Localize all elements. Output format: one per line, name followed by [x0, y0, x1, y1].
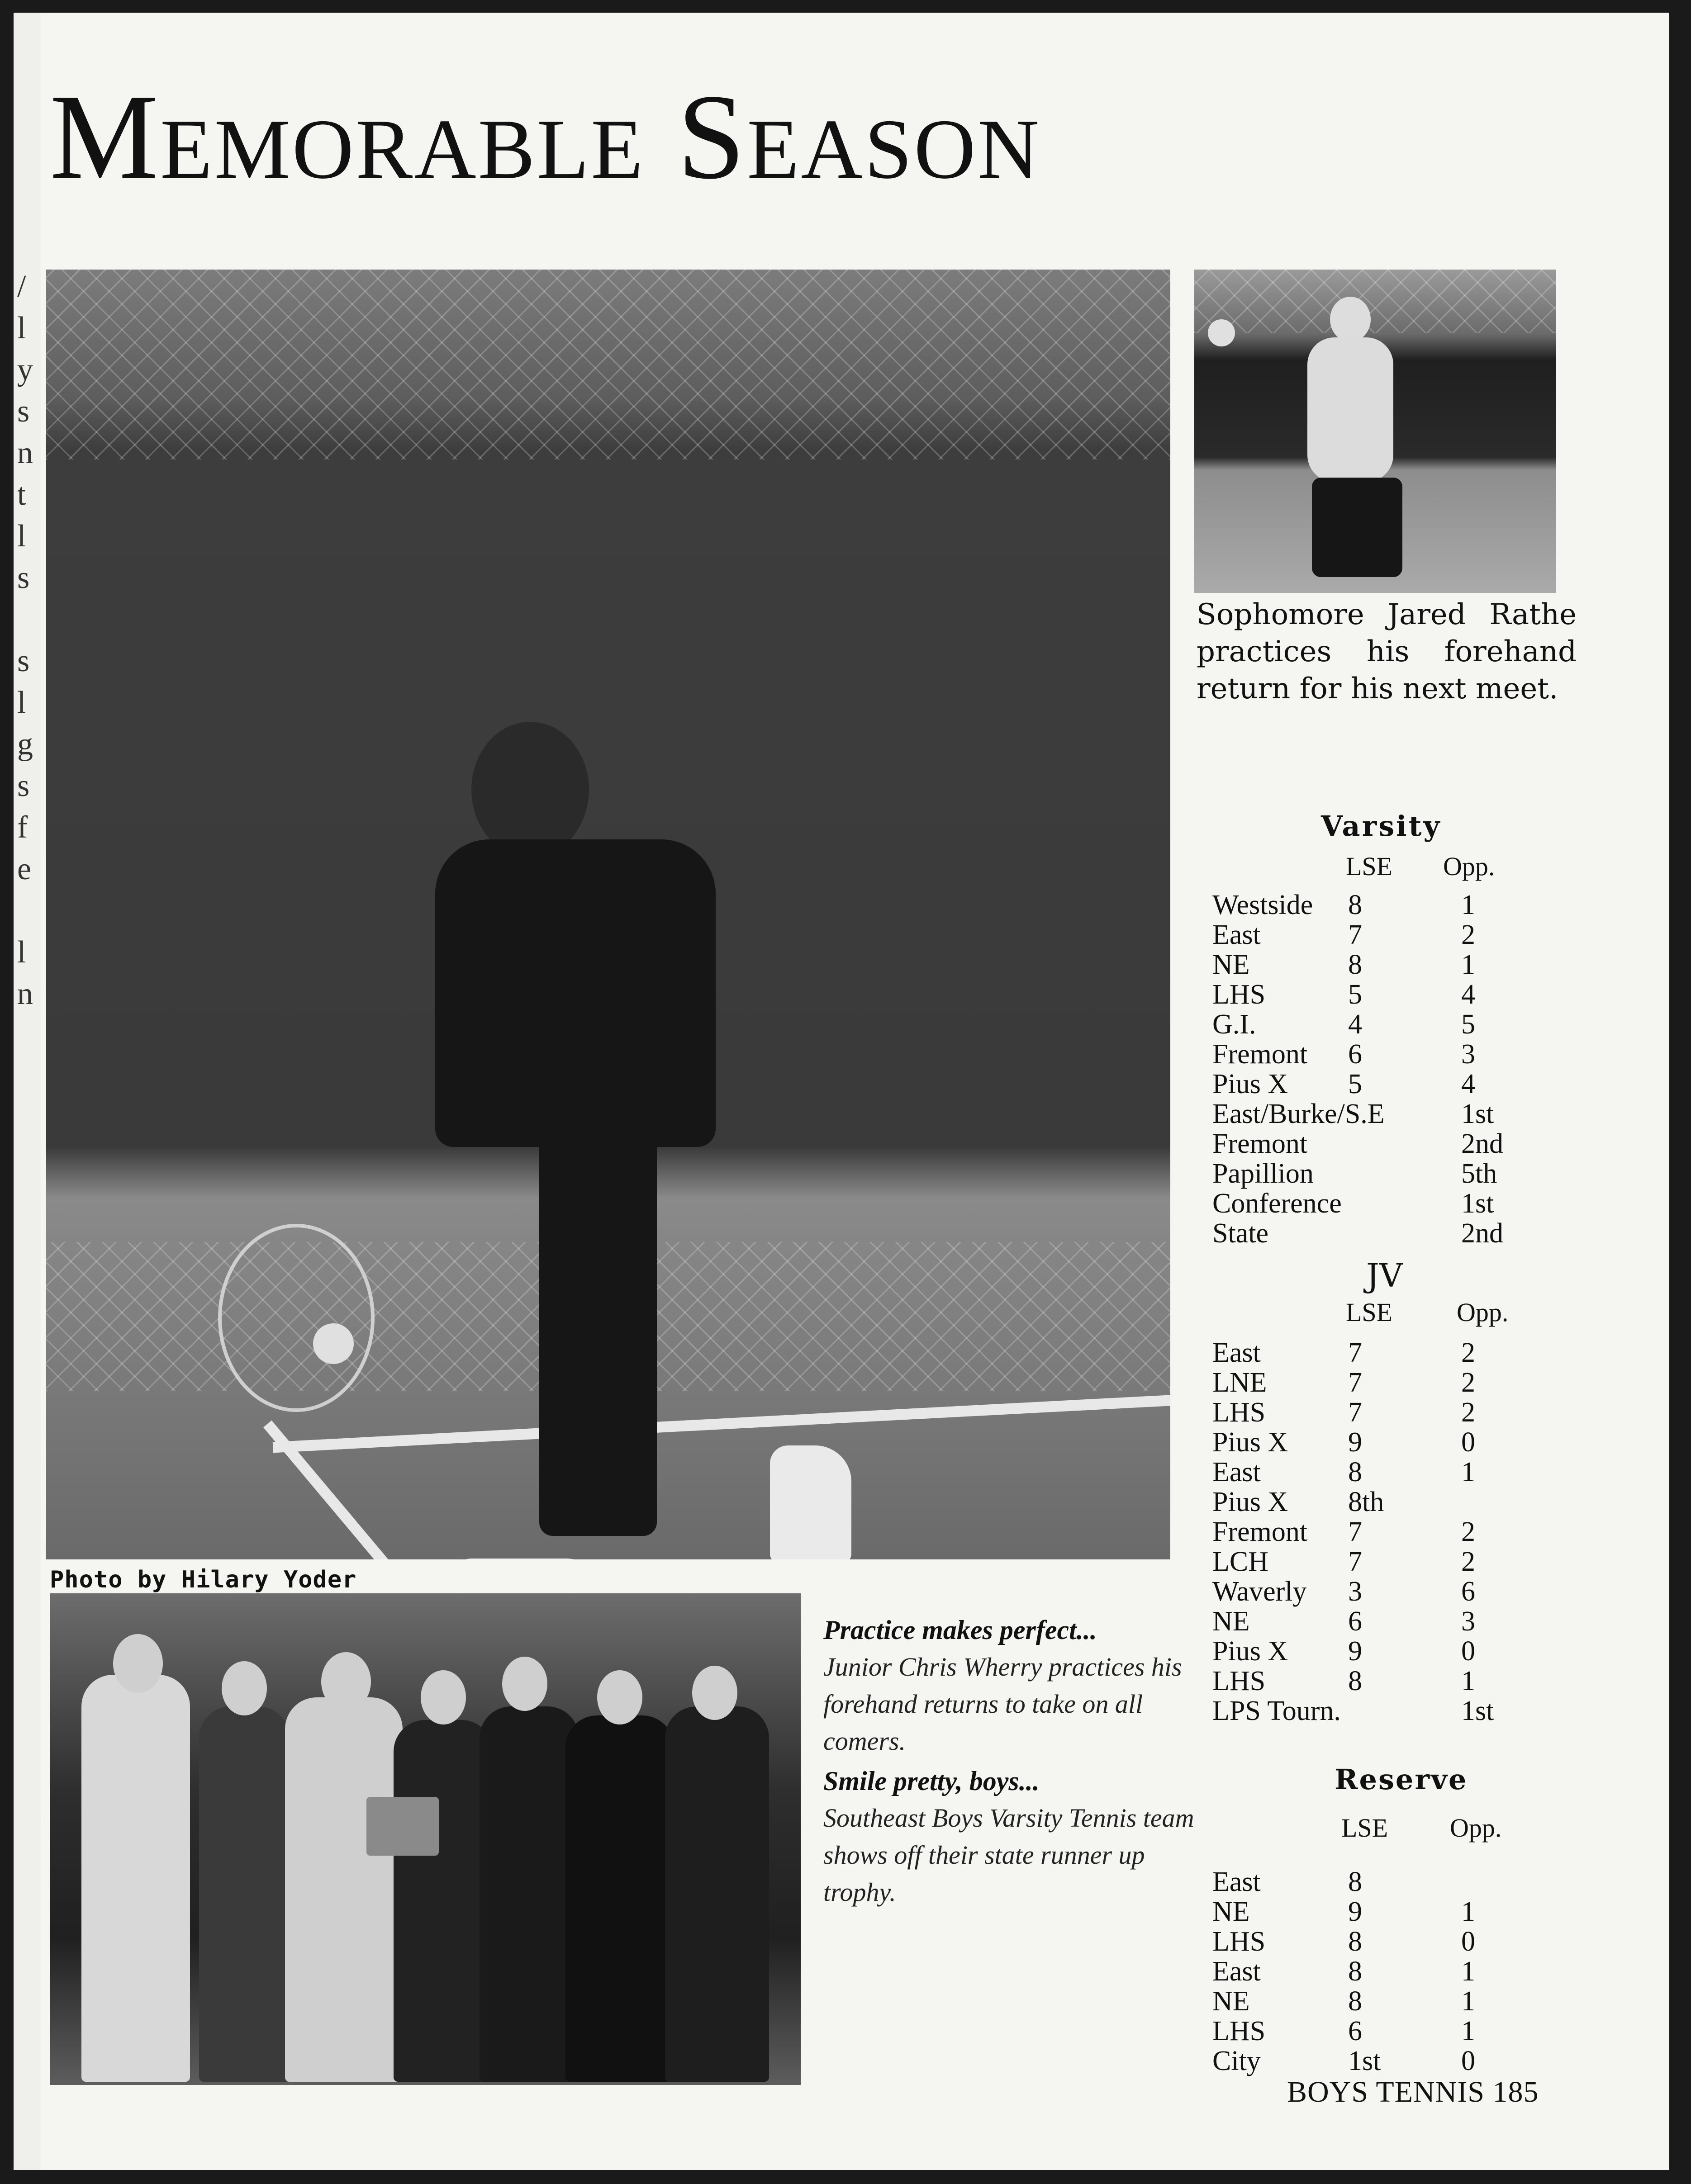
jv-row: [1212, 1338, 1529, 1368]
team-member-face: [222, 1661, 267, 1715]
jv-row: [1212, 1547, 1529, 1577]
facing-page-letter: s: [17, 560, 30, 595]
jv-row: [1212, 1636, 1529, 1666]
jv-lse-cell: 9: [1348, 1427, 1362, 1458]
jv-opp-cell: 1st: [1461, 1696, 1494, 1726]
jv-col-lse: LSE: [1346, 1298, 1393, 1327]
varsity-row: [1212, 1039, 1529, 1069]
varsity-opp-cell: 2nd: [1461, 1218, 1503, 1249]
team-member-face: [692, 1666, 737, 1720]
jv-lse-cell: 7: [1348, 1546, 1362, 1577]
facing-page-letters: [17, 266, 35, 1015]
state-runner-up-trophy: [366, 1797, 439, 1856]
reserve-lse-cell: 8: [1348, 1986, 1362, 2017]
jv-lse-cell: 8: [1348, 1457, 1362, 1488]
reserve-team-cell: East: [1212, 1956, 1261, 1987]
jv-opp-cell: 0: [1461, 1636, 1475, 1667]
reserve-opp-cell: 1: [1461, 2016, 1475, 2047]
varsity-row: [1212, 920, 1529, 950]
jv-opp-cell: 1: [1461, 1457, 1475, 1488]
sophomore-practice-photo: [1194, 270, 1556, 593]
reserve-row: [1212, 1986, 1529, 2016]
reserve-team-cell: City: [1212, 2046, 1261, 2076]
team-member: [81, 1675, 190, 2082]
jv-lse-cell: 7: [1348, 1337, 1362, 1368]
caption-text-smile: Southeast Boys Varsity Tennis team shows off their state runner up trophy.: [823, 1803, 1194, 1907]
facing-page-letter: n: [17, 976, 33, 1011]
varsity-team-cell: Pius X: [1212, 1069, 1288, 1099]
varsity-row: [1212, 1009, 1529, 1039]
varsity-row: [1212, 890, 1529, 920]
reserve-lse-cell: 8: [1348, 1926, 1362, 1957]
varsity-row: [1212, 1159, 1529, 1189]
jv-lse-cell: 8: [1348, 1666, 1362, 1696]
varsity-lse-cell: 5: [1348, 979, 1362, 1010]
jv-team-cell: Pius X: [1212, 1636, 1288, 1667]
varsity-opp-cell: 2: [1461, 919, 1475, 950]
reserve-team-cell: NE: [1212, 1896, 1250, 1927]
facing-page-letter: s: [17, 768, 30, 803]
varsity-team-cell: Fremont: [1212, 1128, 1308, 1159]
facing-page-letter: l: [17, 311, 26, 346]
team-member: [199, 1706, 290, 2082]
player-pants: [1312, 478, 1402, 577]
jv-opp-cell: 2: [1461, 1337, 1475, 1368]
varsity-row: [1212, 950, 1529, 980]
varsity-lse-cell: 6: [1348, 1039, 1362, 1070]
reserve-row: [1212, 2016, 1529, 2046]
varsity-row: [1212, 1218, 1529, 1248]
bottom-captions: [823, 1611, 1199, 1914]
facing-page-letter: y: [17, 352, 33, 387]
tennis-ball: [1208, 319, 1235, 346]
reserve-row: [1212, 1957, 1529, 1986]
reserve-lse-cell: 9: [1348, 1896, 1362, 1927]
jv-lse-cell: 6: [1348, 1606, 1362, 1637]
fence-upper: [46, 270, 1170, 460]
jv-opp-cell: 2: [1461, 1546, 1475, 1577]
jv-col-opp: Opp.: [1457, 1298, 1509, 1327]
jv-team-cell: LHS: [1212, 1397, 1266, 1428]
facing-page-letter: l: [17, 519, 26, 554]
jv-row: [1212, 1696, 1529, 1726]
varsity-lse-cell: 5: [1348, 1069, 1362, 1099]
tennis-ball: [313, 1323, 354, 1364]
facing-page-letter: e: [17, 852, 32, 886]
varsity-opp-cell: 1: [1461, 890, 1475, 920]
jv-row: [1212, 1427, 1529, 1457]
reserve-col-opp: Opp.: [1450, 1813, 1502, 1843]
caption-head-practice: Practice makes perfect...: [823, 1615, 1097, 1645]
jv-team-cell: Pius X: [1212, 1427, 1288, 1458]
varsity-row: [1212, 1189, 1529, 1218]
reserve-lse-cell: 1st: [1348, 2046, 1381, 2076]
facing-page-letter: g: [17, 727, 33, 762]
team-member-face: [502, 1657, 547, 1711]
jv-team-cell: LNE: [1212, 1367, 1267, 1398]
team-member: [285, 1697, 403, 2082]
jv-opp-cell: 2: [1461, 1516, 1475, 1547]
player-right-shoe: [770, 1445, 851, 1559]
team-member: [394, 1720, 493, 2082]
varsity-opp-cell: 4: [1461, 1069, 1475, 1099]
varsity-opp-cell: 1st: [1461, 1188, 1494, 1219]
fence: [1194, 270, 1556, 333]
jv-lse-cell: 7: [1348, 1397, 1362, 1428]
varsity-team-cell: East/Burke/S.E: [1212, 1099, 1385, 1129]
jv-row: [1212, 1666, 1529, 1696]
jv-lse-cell: 7: [1348, 1367, 1362, 1398]
jv-row: [1212, 1487, 1529, 1517]
varsity-team-cell: G.I.: [1212, 1009, 1256, 1040]
varsity-team-cell: East: [1212, 919, 1261, 950]
team-trophy-photo: [50, 1593, 801, 2085]
reserve-row: [1212, 2046, 1529, 2076]
facing-page-edge: [14, 13, 41, 2170]
varsity-team-cell: Conference: [1212, 1188, 1342, 1219]
yearbook-page: [14, 13, 1669, 2170]
jv-team-cell: Fremont: [1212, 1516, 1308, 1547]
caption-head-smile: Smile pretty, boys...: [823, 1766, 1040, 1796]
facing-page-letter: /: [17, 269, 26, 304]
player-sweatshirt: [1307, 337, 1393, 482]
jv-opp-cell: 0: [1461, 1427, 1475, 1458]
team-member: [565, 1715, 674, 2082]
reserve-team-cell: LHS: [1212, 1926, 1266, 1957]
varsity-team-cell: State: [1212, 1218, 1268, 1249]
tennis-racket: [218, 1224, 375, 1412]
reserve-lse-cell: 8: [1348, 1867, 1362, 1897]
jv-team-cell: LHS: [1212, 1666, 1266, 1696]
reserve-team-cell: NE: [1212, 1986, 1250, 2017]
varsity-opp-cell: 4: [1461, 979, 1475, 1010]
player-head: [1330, 297, 1371, 342]
varsity-opp-cell: 1st: [1461, 1099, 1494, 1129]
team-member: [665, 1706, 769, 2082]
player-jacket: [435, 839, 716, 1147]
varsity-lse-cell: 4: [1348, 1009, 1362, 1040]
jv-lse-cell: 7: [1348, 1516, 1362, 1547]
jv-row: [1212, 1517, 1529, 1547]
jv-row: [1212, 1577, 1529, 1606]
facing-page-letter: s: [17, 394, 30, 429]
player-pants: [539, 1129, 657, 1536]
varsity-row: [1212, 980, 1529, 1009]
jv-opp-cell: 1: [1461, 1666, 1475, 1696]
reserve-opp-cell: 1: [1461, 1986, 1475, 2017]
jv-opp-cell: 3: [1461, 1606, 1475, 1637]
varsity-lse-cell: 8: [1348, 949, 1362, 980]
varsity-opp-cell: 3: [1461, 1039, 1475, 1070]
team-member-face: [321, 1652, 371, 1711]
varsity-team-cell: NE: [1212, 949, 1250, 980]
jv-row: [1212, 1398, 1529, 1427]
jv-team-cell: East: [1212, 1337, 1261, 1368]
varsity-opp-cell: 5th: [1461, 1158, 1497, 1189]
varsity-opp-cell: 2nd: [1461, 1128, 1503, 1159]
jv-team-cell: LPS Tourn.: [1212, 1696, 1341, 1726]
jv-heading: JV: [1366, 1256, 1403, 1294]
jv-team-cell: East: [1212, 1457, 1261, 1488]
varsity-row: [1212, 1099, 1529, 1129]
varsity-opp-cell: 5: [1461, 1009, 1475, 1040]
main-tennis-photo: [46, 270, 1170, 1559]
varsity-row: [1212, 1129, 1529, 1159]
reserve-row: [1212, 1927, 1529, 1957]
reserve-team-cell: LHS: [1212, 2016, 1266, 2047]
reserve-opp-cell: 1: [1461, 1896, 1475, 1927]
facing-page-letter: l: [17, 685, 26, 720]
reserve-row: [1212, 1897, 1529, 1927]
jv-opp-cell: 2: [1461, 1367, 1475, 1398]
reserve-opp-cell: 1: [1461, 1956, 1475, 1987]
facing-page-letter: [17, 599, 35, 640]
top-photo-caption: Sophomore Jared Rathe practices his forehand return for his next meet.: [1197, 598, 1577, 706]
jv-team-cell: LCH: [1212, 1546, 1268, 1577]
varsity-team-cell: LHS: [1212, 979, 1266, 1010]
reserve-opp-cell: 0: [1461, 1926, 1475, 1957]
jv-opp-cell: 6: [1461, 1576, 1475, 1607]
varsity-row: [1212, 1069, 1529, 1099]
jv-team-cell: NE: [1212, 1606, 1250, 1637]
caption-text-practice: Junior Chris Wherry practices his forehand returns to take on all comers.: [823, 1652, 1182, 1756]
facing-page-letter: f: [17, 810, 28, 845]
jv-row: [1212, 1457, 1529, 1487]
jv-row: [1212, 1368, 1529, 1398]
jv-team-cell: Pius X: [1212, 1487, 1288, 1517]
facing-page-letter: [17, 890, 35, 932]
reserve-team-cell: East: [1212, 1867, 1261, 1897]
player-head: [471, 722, 589, 857]
jv-row: [1212, 1606, 1529, 1636]
varsity-lse-cell: 8: [1348, 890, 1362, 920]
team-member-face: [597, 1670, 642, 1724]
jv-lse-cell: 3: [1348, 1576, 1362, 1607]
reserve-row: [1212, 1867, 1529, 1897]
facing-page-letter: l: [17, 935, 26, 970]
facing-page-letter: s: [17, 644, 30, 678]
jv-team-cell: Waverly: [1212, 1576, 1307, 1607]
varsity-opp-cell: 1: [1461, 949, 1475, 980]
reserve-heading: Reserve: [1335, 1763, 1468, 1796]
reserve-lse-cell: 8: [1348, 1956, 1362, 1987]
varsity-team-cell: Papillion: [1212, 1158, 1314, 1189]
photo-credit: Photo by Hilary Yoder: [50, 1566, 357, 1593]
team-member-face: [421, 1670, 466, 1724]
jv-lse-cell: 9: [1348, 1636, 1362, 1667]
page-title: Memorable Season: [50, 69, 1041, 204]
team-member-face: [113, 1634, 163, 1693]
varsity-heading: Varsity: [1321, 810, 1442, 843]
varsity-col-opp: Opp.: [1443, 852, 1495, 881]
team-member: [480, 1706, 579, 2082]
reserve-opp-cell: 0: [1461, 2046, 1475, 2076]
jv-lse-cell: 8th: [1348, 1487, 1384, 1517]
page-footer: BOYS TENNIS 185: [1287, 2075, 1539, 2108]
facing-page-letter: n: [17, 436, 33, 470]
reserve-col-lse: LSE: [1341, 1813, 1388, 1843]
varsity-col-lse: LSE: [1346, 852, 1393, 881]
court-line-baseline: [273, 1395, 1170, 1453]
facing-page-letter: t: [17, 477, 26, 512]
jv-opp-cell: 2: [1461, 1397, 1475, 1428]
reserve-lse-cell: 6: [1348, 2016, 1362, 2047]
varsity-lse-cell: 7: [1348, 919, 1362, 950]
varsity-team-cell: Fremont: [1212, 1039, 1308, 1070]
varsity-team-cell: Westside: [1212, 890, 1313, 920]
